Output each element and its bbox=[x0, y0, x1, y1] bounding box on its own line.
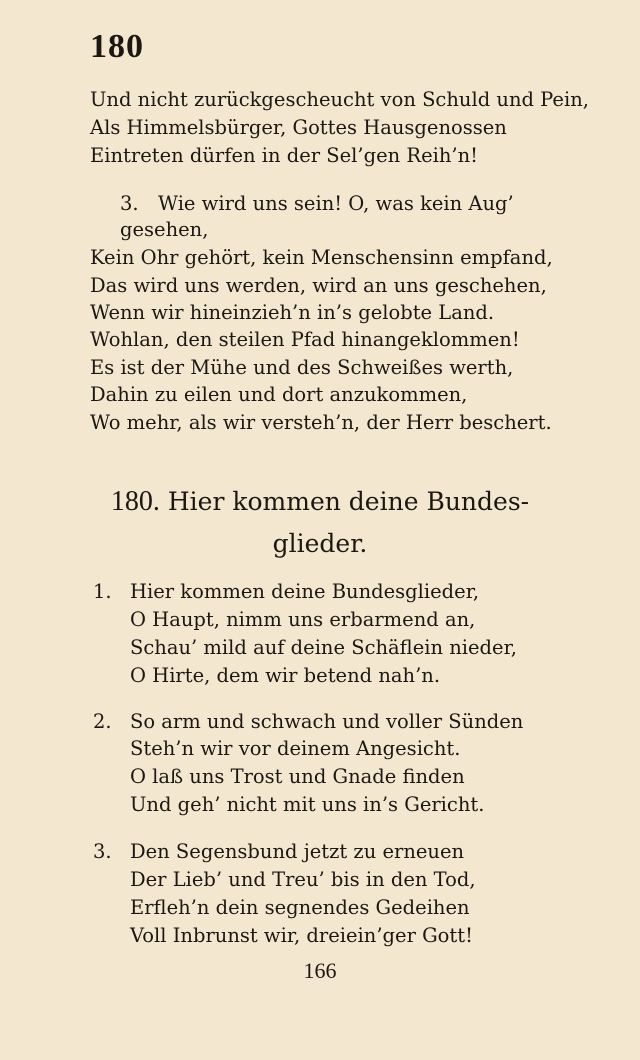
verse-line: Schau’ mild auf deine Schäflein nieder, bbox=[130, 636, 517, 659]
verse-number: 2. bbox=[93, 710, 112, 733]
verse-line-continuation: gesehen, bbox=[120, 218, 209, 241]
verse-number: 3. bbox=[93, 840, 112, 863]
verse-line: Und geh’ nicht mit uns in’s Gericht. bbox=[130, 793, 485, 816]
verse-line: Hier kommen deine Bundesglieder, bbox=[130, 580, 480, 603]
verse-line: Erfleh’n dein segnendes Gedeihen bbox=[130, 896, 470, 919]
verse-number: 1. bbox=[93, 580, 112, 603]
verse-line: Dahin zu eilen und dort anzukommen, bbox=[90, 383, 468, 406]
verse-line: Kein Ohr gehört, kein Menschensinn empfand, bbox=[90, 246, 553, 269]
verse-number: 3. bbox=[120, 192, 139, 215]
verse-line: O Hirte, dem wir betend nah’n. bbox=[130, 664, 441, 687]
verse-line: Es ist der Mühe und des Schweißes werth, bbox=[90, 356, 514, 379]
hymn-title-line: Hier kommen deine Bundes- bbox=[167, 487, 530, 516]
continuation-line: Eintreten dürfen in der Sel’gen Reih’n! bbox=[90, 144, 479, 167]
verse-line: Steh’n wir vor deinem Angesicht. bbox=[130, 737, 461, 760]
verse-line: Den Segensbund jetzt zu erneuen bbox=[130, 840, 465, 863]
continuation-line: Und nicht zurückgescheucht von Schuld und Pein, bbox=[90, 88, 589, 111]
running-head-number: 180 bbox=[90, 28, 144, 65]
verse-line: Das wird uns werden, wird an uns geschehen, bbox=[90, 274, 547, 297]
continuation-line: Als Himmelsbürger, Gottes Hausgenossen bbox=[90, 116, 507, 139]
page-number: 166 bbox=[303, 958, 337, 983]
hymn-number: 180. bbox=[110, 486, 160, 517]
hymn-title bbox=[0, 482, 640, 522]
verse-line: Der Lieb’ und Treu’ bis in den Tod, bbox=[130, 868, 476, 891]
hymn-title-continuation: glieder. bbox=[272, 529, 368, 558]
verse-line: O Haupt, nimm uns erbarmend an, bbox=[130, 608, 476, 631]
verse-line: O laß uns Trost und Gnade finden bbox=[130, 765, 465, 788]
verse-line: So arm und schwach und voller Sünden bbox=[130, 710, 524, 733]
verse-line: Wie wird uns sein! O, was kein Aug’ bbox=[158, 192, 514, 215]
verse-line: Wohlan, den steilen Pfad hinangeklommen! bbox=[90, 328, 520, 351]
verse-line: Wo mehr, als wir versteh’n, der Herr beschert. bbox=[90, 411, 552, 434]
verse-line: Wenn wir hineinzieh’n in’s gelobte Land. bbox=[90, 301, 495, 324]
verse-line: Voll Inbrunst wir, dreiein’ger Gott! bbox=[130, 924, 473, 947]
